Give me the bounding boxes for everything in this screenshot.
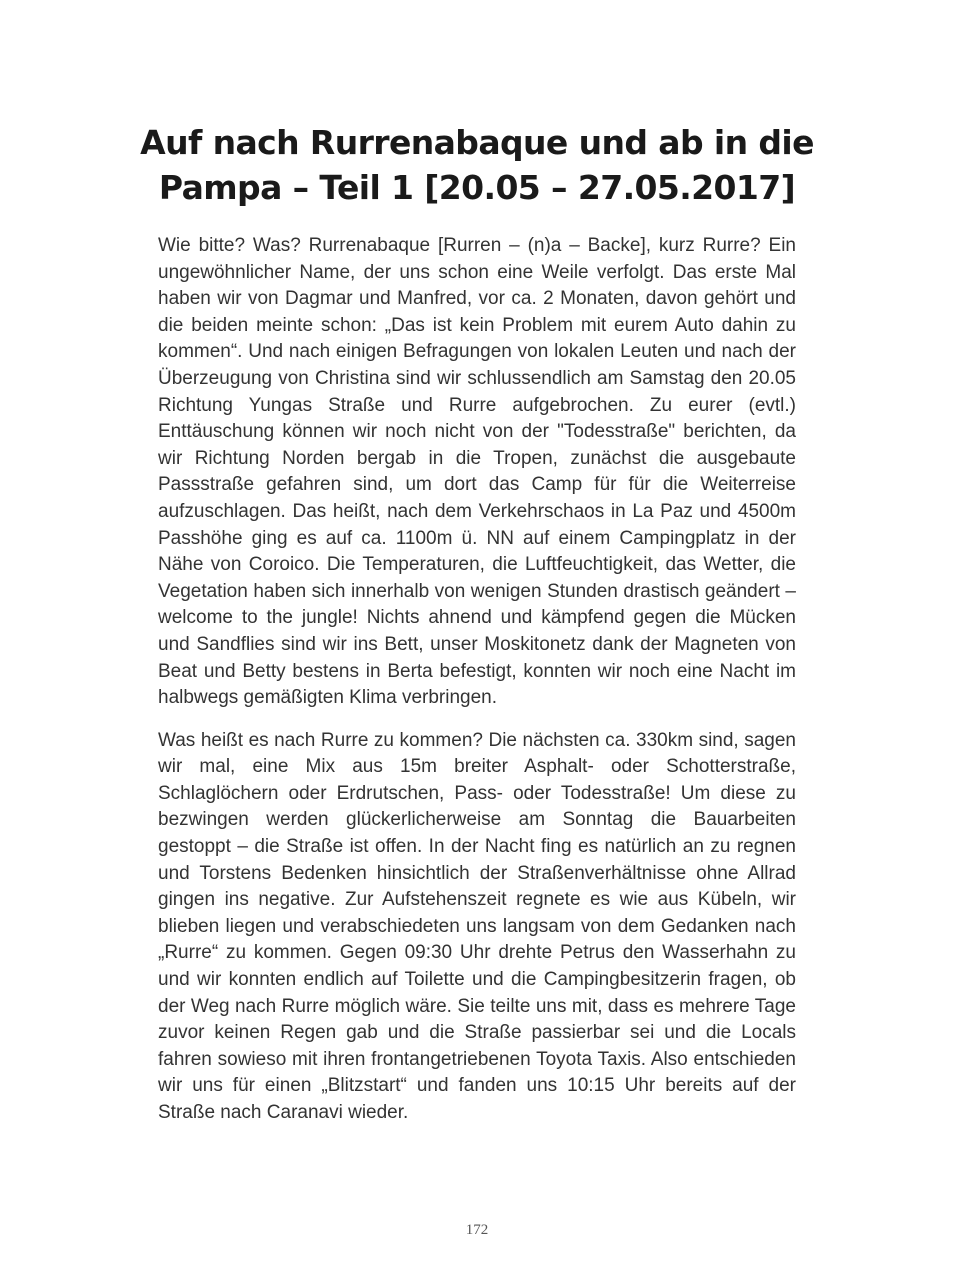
article-body: [158, 233, 796, 1143]
page-title: [140, 120, 814, 210]
paragraph-1: Wie bitte? Was? Rurrenabaque [Rurren – (n)a – Backe], kurz Rurre? Ein ungewöhnlicher Name, der uns schon eine Weile verfolgt. Das erste Mal haben wir von Dagmar und Manfred, vor ca. 2 Monaten, davon gehört und die beiden meinte schon: „Das ist kein Problem mit eurem Auto dahin zu kommen“. Und nach einigen Befragungen von lokalen Leuten und nach der Überzeugung von Christina sind wir schlussendlich am Samstag den 20.05 Richtung Yungas Straße und Rurre aufgebrochen. Zu eurer (evtl.) Enttäuschung können wir noch nicht von der "Todesstraße" berichten, da wir Richtung Norden bergab in die Tropen, zunächst die ausgebaute Passstraße gefahren sind, um dort das Camp für für die Weiterreise aufzuschlagen. Das heißt, nach dem Verkehrschaos in La Paz und 4500m Passhöhe ging es auf ca. 1100m ü. NN auf einem Campingplatz in der Nähe von Coroico. Die Temperaturen, die Luftfeuchtigkeit, das Wetter, die Vegetation haben sich innerhalb von wenigen Stunden drastisch geändert – welcome to the jungle! Nichts ahnend und kämpfend gegen die Mücken und Sandflies sind wir ins Bett, unser Moskitonetz dank der Magneten von Beat und Betty bestens in Berta befestigt, konnten wir noch eine Nacht im halbwegs gemäßigten Klima verbringen.: [158, 235, 796, 709]
paragraph-2: Was heißt es nach Rurre zu kommen? Die nächsten ca. 330km sind, sagen wir mal, eine Mix aus 15m breiter Asphalt- oder Schotterstraße, Schlaglöchern oder Erdrutschen, Pass- oder Todesstraße! Um diese zu bezwingen werden glückerlicherweise am Sonntag die Bauarbeiten gestoppt – die Straße ist offen. In der Nacht fing es natürlich an zu regnen und Torstens Bedenken hinsichtlich der Straßenverhältnisse ohne Allrad gingen ins negative. Zur Aufstehenszeit regnete es wie aus Kübeln, wir blieben liegen und verabschiedeten uns langsam von dem Gedanken nach „Rurre“ zu kommen. Gegen 09:30 Uhr drehte Petrus den Wasserhahn zu und wir konnten endlich auf Toilette und die Campingbesitzerin fragen, ob der Weg nach Rurre möglich wäre. Sie teilte uns mit, dass es mehrere Tage zuvor keinen Regen gab und die Straße passierbar sei und die Locals fahren sowieso mit ihren frontangetriebenen Toyota Taxis. Also entschieden wir uns für einen „Blitzstart“ und fanden uns 10:15 Uhr bereits auf der Straße nach Caranavi wieder.: [158, 729, 796, 1123]
page-number: 172: [465, 1222, 489, 1238]
title-line-2: Pampa – Teil 1 [20.05 – 27.05.2017]: [158, 168, 796, 207]
title-line-1: Auf nach Rurrenabaque und ab in die: [140, 123, 814, 162]
